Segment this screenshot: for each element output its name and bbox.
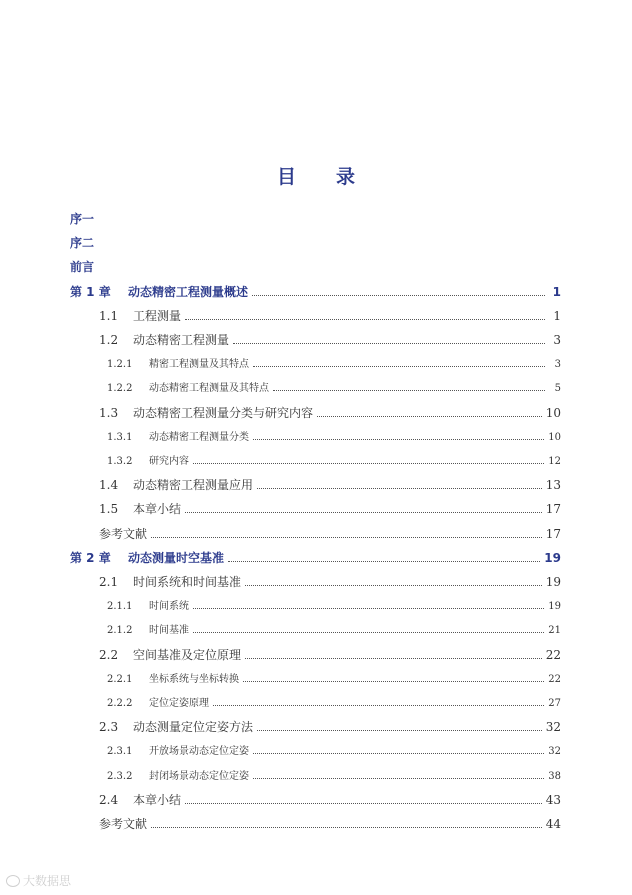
toc-entry-page: 21 <box>548 625 561 637</box>
toc-entry-number: 1.5 <box>99 502 119 517</box>
toc-entry-number: 1.2.2 <box>107 383 133 395</box>
toc-entry <box>99 525 561 542</box>
toc-dot-leader <box>252 288 545 296</box>
toc-entry <box>70 549 561 566</box>
toc-entry-label: 动态精密工程测量概述 <box>128 284 249 299</box>
toc-entry <box>70 283 561 300</box>
toc-entry-label: 定位定姿原理 <box>149 698 209 709</box>
toc-entry-number: 1.3.1 <box>107 431 133 443</box>
toc-entry-label: 封闭场景动态定位定姿 <box>149 770 249 782</box>
toc-entry-label: 动态精密工程测量分类与研究内容 <box>133 405 314 420</box>
toc-dot-leader <box>193 627 544 634</box>
toc-entry-number: 1.1 <box>99 308 119 323</box>
toc-entry-label: 时间系统和时间基准 <box>133 575 242 589</box>
toc-entry-page: 10 <box>548 431 561 443</box>
toc-entry-page: 13 <box>545 478 561 493</box>
toc-entry-number: 2.3.1 <box>107 746 133 758</box>
toc-entry-label: 动态精密工程测量 <box>133 333 230 347</box>
toc-entry-label: 动态测量时空基准 <box>128 550 225 565</box>
toc-dot-leader <box>317 409 542 417</box>
toc-entry <box>107 767 561 782</box>
toc-entry-label: 参考文献 <box>99 817 148 831</box>
toc-entry-number: 2.2 <box>99 647 119 662</box>
toc-entry-page: 32 <box>545 720 561 735</box>
toc-entry-page: 32 <box>548 746 561 758</box>
toc-dot-leader <box>253 772 544 779</box>
toc-entry-label: 序二 <box>70 236 95 251</box>
toc-entry-page: 1 <box>552 284 561 299</box>
toc-entry-label: 精密工程测量及其特点 <box>149 359 249 371</box>
toc-entry-page: 12 <box>548 456 561 467</box>
toc-entry-page: 22 <box>545 647 561 662</box>
toc-dot-leader <box>193 603 544 610</box>
toc-entry <box>107 597 561 612</box>
watermark <box>6 872 71 889</box>
toc-entry-number: 2.1.1 <box>107 601 133 613</box>
toc-entry-page: 44 <box>545 817 561 831</box>
toc-entry <box>99 718 561 735</box>
toc-entry-number: 2.4 <box>99 792 119 807</box>
toc-entry <box>99 646 561 663</box>
toc-entry <box>70 258 94 275</box>
toc-entry-page: 27 <box>548 698 561 709</box>
toc-dot-leader <box>193 458 544 465</box>
toc-entry-number: 2.3 <box>99 720 119 735</box>
toc-entry-number: 1.2.1 <box>107 359 133 371</box>
toc-entry <box>99 331 561 348</box>
toc-entry-page: 17 <box>545 502 561 517</box>
toc-dot-leader <box>185 506 542 514</box>
toc-entry-label: 研究内容 <box>149 456 189 467</box>
toc-dot-leader <box>185 312 545 320</box>
toc-entry <box>107 379 561 394</box>
toc-entry-number: 1.2 <box>99 333 119 347</box>
toc-entry-number: 2.1 <box>99 575 119 589</box>
toc-entry <box>99 573 561 590</box>
toc-entry-label: 动态精密工程测量分类 <box>149 431 249 443</box>
toc-entry-page: 5 <box>554 383 561 395</box>
toc-dot-leader <box>245 651 542 659</box>
toc-entry-page: 43 <box>545 792 561 807</box>
toc-entry-label: 本章小结 <box>133 502 182 517</box>
toc-entry-number: 1.4 <box>99 478 119 493</box>
toc-entry <box>70 210 94 227</box>
toc-dot-leader <box>243 675 544 682</box>
toc-entry-page: 19 <box>544 550 561 565</box>
page-title <box>0 162 632 189</box>
toc-entry-number: 2.2.1 <box>107 673 133 685</box>
toc-entry-label: 时间基准 <box>149 625 189 637</box>
toc-dot-leader <box>233 336 545 344</box>
toc-entry-number: 1.3.2 <box>107 456 133 467</box>
toc-dot-leader <box>245 578 542 586</box>
toc-entry-label: 坐标系统与坐标转换 <box>149 673 239 685</box>
toc-entry-page: 10 <box>545 405 561 420</box>
toc-dot-leader <box>253 748 544 755</box>
toc-dot-leader <box>273 385 545 392</box>
toc-entry <box>99 815 561 832</box>
toc-entry-label: 开放场景动态定位定姿 <box>149 746 249 758</box>
toc-entry-label: 动态精密工程测量应用 <box>133 478 254 493</box>
toc-entry-number: 1.3 <box>99 405 119 420</box>
toc-entry-page: 22 <box>548 673 561 685</box>
toc-dot-leader <box>253 433 544 440</box>
toc-entry <box>99 307 561 324</box>
toc-entry <box>107 621 561 636</box>
toc-entry-page: 19 <box>548 601 561 613</box>
toc-dot-leader <box>257 482 542 490</box>
toc-entry <box>107 670 561 685</box>
toc-entry-label: 动态测量定位定姿方法 <box>133 720 254 735</box>
toc-entry <box>70 234 94 251</box>
toc-dot-leader <box>151 820 542 828</box>
toc-entry-label: 序一 <box>70 212 95 226</box>
toc-entry <box>107 428 561 443</box>
toc-entry-label: 工程测量 <box>133 308 182 323</box>
toc-dot-leader <box>257 724 542 732</box>
toc-entry-label: 本章小结 <box>133 792 182 807</box>
toc-entry-label: 时间系统 <box>149 601 189 613</box>
toc-entry-page: 19 <box>545 575 561 589</box>
toc-entry <box>107 355 561 370</box>
toc-entry <box>107 694 561 709</box>
toc-entry-page: 3 <box>554 359 561 371</box>
toc-entry-number: 2.2.2 <box>107 698 133 709</box>
toc-dot-leader <box>228 554 540 562</box>
toc-entry-label: 参考文献 <box>99 526 148 541</box>
toc-entry <box>99 404 561 421</box>
toc-dot-leader <box>151 530 542 538</box>
watermark-text: 大数据思 <box>23 874 72 888</box>
toc-entry-page: 1 <box>553 308 561 323</box>
toc-entry-number: 2.3.2 <box>107 770 133 782</box>
toc-entry-page: 3 <box>553 333 561 347</box>
toc-entry <box>107 742 561 757</box>
title-char-left: 目 <box>276 166 296 188</box>
toc-entry-label: 前言 <box>70 260 95 275</box>
title-char-right: 录 <box>336 166 356 188</box>
toc-entry-page: 17 <box>545 526 561 541</box>
toc-entry-number: 第 2 章 <box>70 550 111 565</box>
toc-dot-leader <box>185 796 542 804</box>
toc-entry-label: 动态精密工程测量及其特点 <box>149 383 269 395</box>
toc-entry <box>99 476 561 493</box>
watermark-logo-icon <box>6 875 20 887</box>
toc-dot-leader <box>213 700 544 707</box>
toc-entry-label: 空间基准及定位原理 <box>133 647 242 662</box>
toc-entry-page: 38 <box>548 770 561 782</box>
toc-entry <box>99 500 561 517</box>
toc-entry-number: 第 1 章 <box>70 284 111 299</box>
toc-entry <box>99 791 561 808</box>
toc-dot-leader <box>253 361 545 368</box>
toc-entry <box>107 452 561 467</box>
toc-entry-number: 2.1.2 <box>107 625 133 637</box>
